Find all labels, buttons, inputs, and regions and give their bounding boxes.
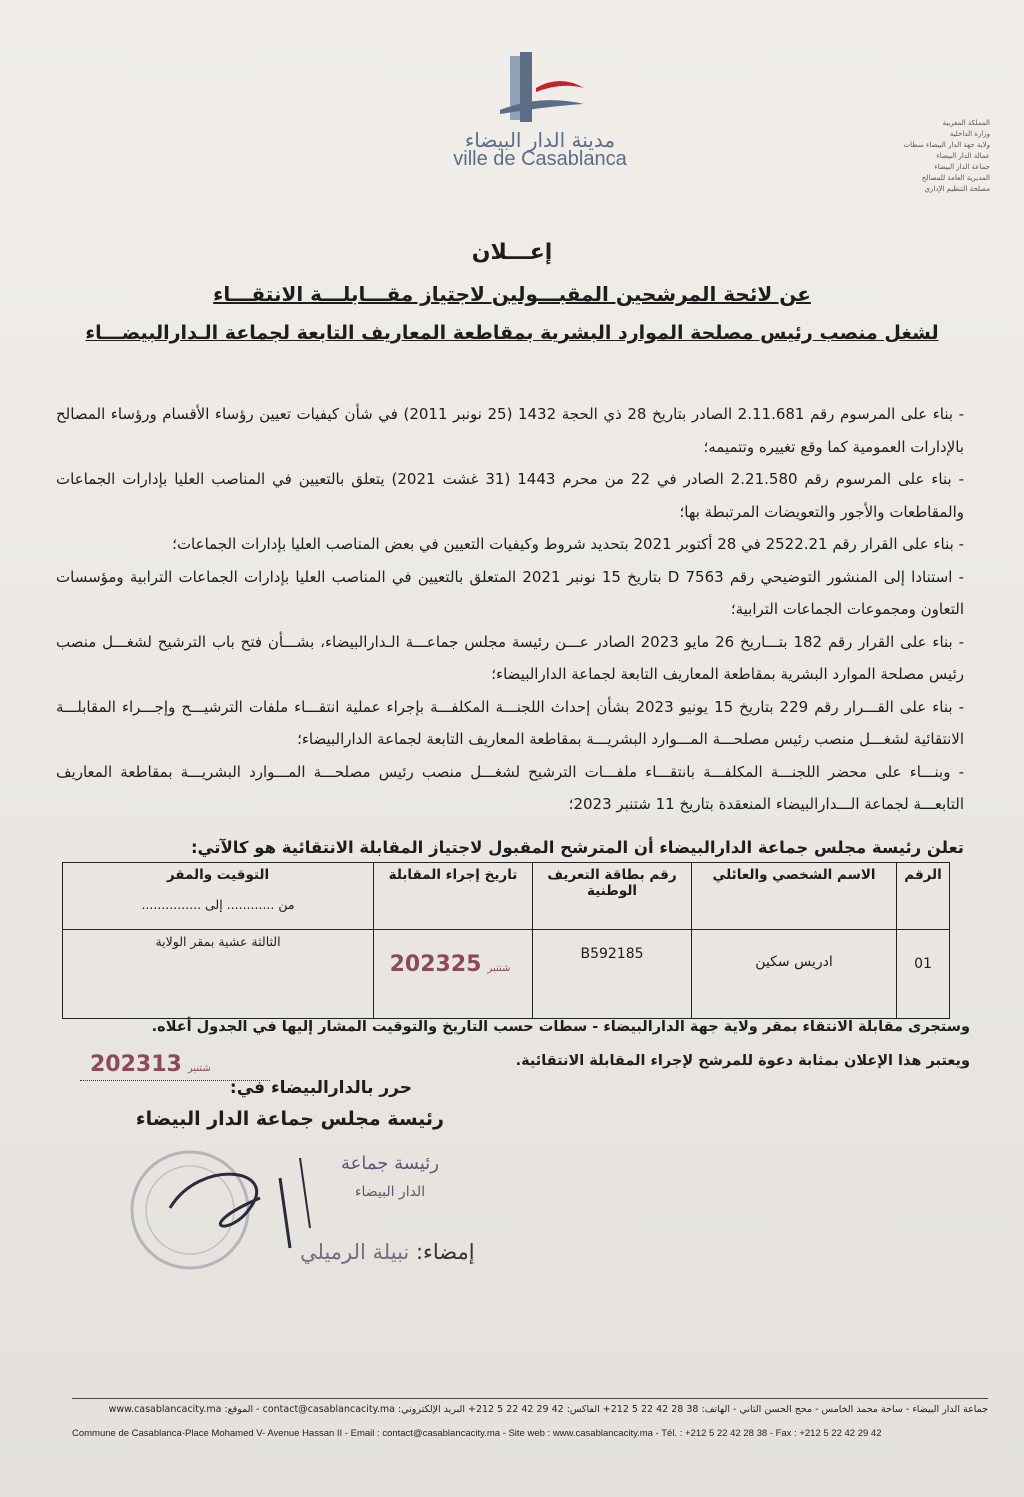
issue-day: 13 bbox=[151, 1052, 182, 1077]
issue-year: 2023 bbox=[90, 1052, 152, 1077]
candidates-table bbox=[62, 862, 950, 1019]
signature-label: إمضاء: bbox=[415, 1240, 475, 1264]
stamp-day: 25 bbox=[450, 952, 482, 977]
reference-paragraph: - بناء على القرار رقم 2522.21 في 28 أكتوبر 2021 بتحديد شروط وكيفيات التعيين في بعض المناصب العليا بإدارات الجماعات؛ bbox=[172, 535, 964, 553]
reference-paragraph: - بناء على المرسوم رقم 2.11.681 الصادر بتاريخ 28 ذي الحجة 1432 (25 نونبر 2011) في شأن كيفيات تعيين رؤساء الأقسام ورؤساء المصالح بالإدارات العمومية كما وقع تغييره وتتميمه؛ bbox=[56, 405, 965, 456]
note-paragraph: ويعتبر هذا الإعلان بمثابة دعوة للمرشح لإجراء المقابلة الانتقائية. bbox=[515, 1053, 970, 1069]
header-id: رقم بطاقة التعريف الوطنية bbox=[533, 863, 692, 930]
side-note-line: وزارة الداخلية bbox=[949, 130, 990, 138]
table-header-row bbox=[63, 863, 950, 930]
header-date: تاريخ إجراء المقابلة bbox=[374, 863, 533, 930]
header-num: الرقم bbox=[897, 863, 950, 930]
reference-paragraph: - استنادا إلى المنشور التوضيحي رقم D 7563 بتاريخ 15 نونبر 2021 المتعلق بالتعيين في المناصب العليا بإدارات الجماعات الترابية ومؤسسات التعاون ومجموعات الجماعات الترابية؛ bbox=[56, 567, 964, 618]
reference-paragraph: - بناء على القرار رقم 182 بتـــاريخ 26 مايو 2023 الصادر عـــن رئيسة مجلس جماعـــة الـدارالبيضاء، بشـــأن فتح باب الترشيح لشغـــل منصب رئيس مصلحة الموارد البشرية بمقاطعة المعاريف التابعة لجماعة الدارالبيضاء؛ bbox=[56, 632, 964, 683]
reference-paragraph: - بناء على المرسوم رقم 2.21.580 الصادر في 22 من محرم 1443 (31 غشت 2021) يتعلق بالتعيين في المناصب العليا بإدارات الجماعات والمقاطعات والأجور والتعويضات المرتبطة بها؛ bbox=[56, 470, 965, 521]
casablanca-logo-icon bbox=[480, 48, 600, 126]
issue-date-stamp bbox=[90, 1052, 217, 1077]
cell-date bbox=[374, 930, 533, 1019]
side-note-line: مصلحة التنظيم الإداري bbox=[924, 185, 990, 193]
issue-month: شتنبر bbox=[187, 1063, 211, 1074]
cell-name: ادريس سكين bbox=[692, 930, 897, 1019]
reference-paragraph: - وبنـــاء على محضر اللجنـــة المكلفـــة بانتقـــاء ملفـــات الترشيح لشغـــل منصب رئيس مصلحـــة المـــوارد البشريـــة بمقاطعة المعاريف التابعـــة لجماعة الـــدارالبيضاء المنعقدة بتاريخ 11 شتنبر 2023؛ bbox=[56, 762, 964, 813]
header-name: الاسم الشخصي والعائلي bbox=[692, 863, 897, 930]
note-paragraph: وستجرى مقابلة الانتقاء بمقر ولاية جهة الدارالبيضاء - سطات حسب التاريخ والتوقيت المشار إليها في الجدول أعلاه. bbox=[151, 1019, 970, 1035]
reference-paragraph: - بناء على القـــرار رقم 229 بتاريخ 15 يونيو 2023 بشأن إحداث اللجنـــة المكلفـــة بإجراء عملية انتقـــاء ملفات الترشيـــح وإجـــراء المقابلـــة الانتقائية لشغـــل منصب رئيس مصلحـــة المـــوارد البشريـــة بمقاطعة المعاريف التابعة لجماعة الدارالبيضاء؛ bbox=[56, 697, 964, 748]
seal-line: رئيسة جماعة bbox=[341, 1153, 439, 1174]
side-note-line: عمالة الدار البيضاء bbox=[936, 152, 990, 160]
side-note-line: ولاية جهة الدار البيضاء سطات bbox=[903, 141, 990, 149]
cell-num: 01 bbox=[897, 930, 950, 1019]
seal-line: الدار البيضاء bbox=[354, 1184, 426, 1200]
cell-time: الثالثة عشية بمقر الولاية bbox=[63, 930, 374, 1019]
cell-id: B592185 bbox=[533, 930, 692, 1019]
seal-text bbox=[290, 1150, 490, 1206]
city-logo bbox=[440, 48, 640, 188]
signatory-name: نبيلة الرميلي bbox=[300, 1240, 410, 1264]
stamp-year: 2023 bbox=[389, 952, 451, 977]
logo-french-text: ville de Casablanca bbox=[453, 148, 627, 170]
side-note-line: المديرية العامة للمصالح bbox=[921, 174, 990, 182]
main-title: إعـــلان bbox=[471, 240, 553, 265]
signature-line bbox=[300, 1240, 475, 1264]
date-stamp bbox=[390, 952, 517, 977]
header-time-range: من ............ إلى ............... bbox=[141, 897, 295, 912]
footer-french: Commune de Casablanca-Place Mohamed V- Avenue Hassan II - Email : contact@casablancacity.ma - Site web : www.casablancacity.ma - Tél. : +212 5 22 42 28 38 - Fax : +212 5 22 42 29 42 bbox=[72, 1428, 882, 1439]
footer-arabic: جماعة الدار البيضاء - ساحة محمد الخامس - محج الحسن الثاني - الهاتف: 38 28 42 22 5 212+ الفاكس: 42 29 42 22 5 212+ البريد الإلكتروني: contact@casablancacity.ma - الموقع: www.casablancacity.ma bbox=[108, 1404, 988, 1415]
table-row bbox=[63, 930, 950, 1019]
administrative-header bbox=[870, 118, 990, 195]
footer-divider bbox=[72, 1398, 988, 1399]
subtitle-1: عن لائحة المرشحين المقبـــولين لاجتياز مقـــابلـــة الانتقـــاء bbox=[213, 282, 811, 306]
stamp-month: شتنبر bbox=[487, 963, 511, 974]
header-time-place bbox=[63, 863, 374, 930]
legal-references bbox=[56, 398, 964, 821]
header-time-label: التوقيت والمقر bbox=[166, 867, 270, 883]
closing-notes bbox=[90, 1010, 970, 1078]
side-note-line: المملكة المغربية bbox=[942, 119, 990, 127]
announcement-text: تعلن رئيسة مجلس جماعة الدارالبيضاء أن المترشح المقبول لاجتياز المقابلة الانتقائية هو كالآتي: bbox=[190, 838, 964, 857]
side-note-line: جماعة الدار البيضاء bbox=[934, 163, 990, 171]
president-title: رئيسة مجلس جماعة الدار البيضاء bbox=[135, 1108, 444, 1130]
logo-arabic-text: مدينة الدار البيضاء bbox=[464, 128, 616, 152]
made-at-label: حرر بالدارالبيضاء في: bbox=[229, 1078, 412, 1098]
subtitle-2: لشغل منصب رئيس مصلحة الموارد البشرية بمقاطعة المعاريف التابعة لجماعة الـدارالبيضـــاء bbox=[85, 322, 939, 344]
